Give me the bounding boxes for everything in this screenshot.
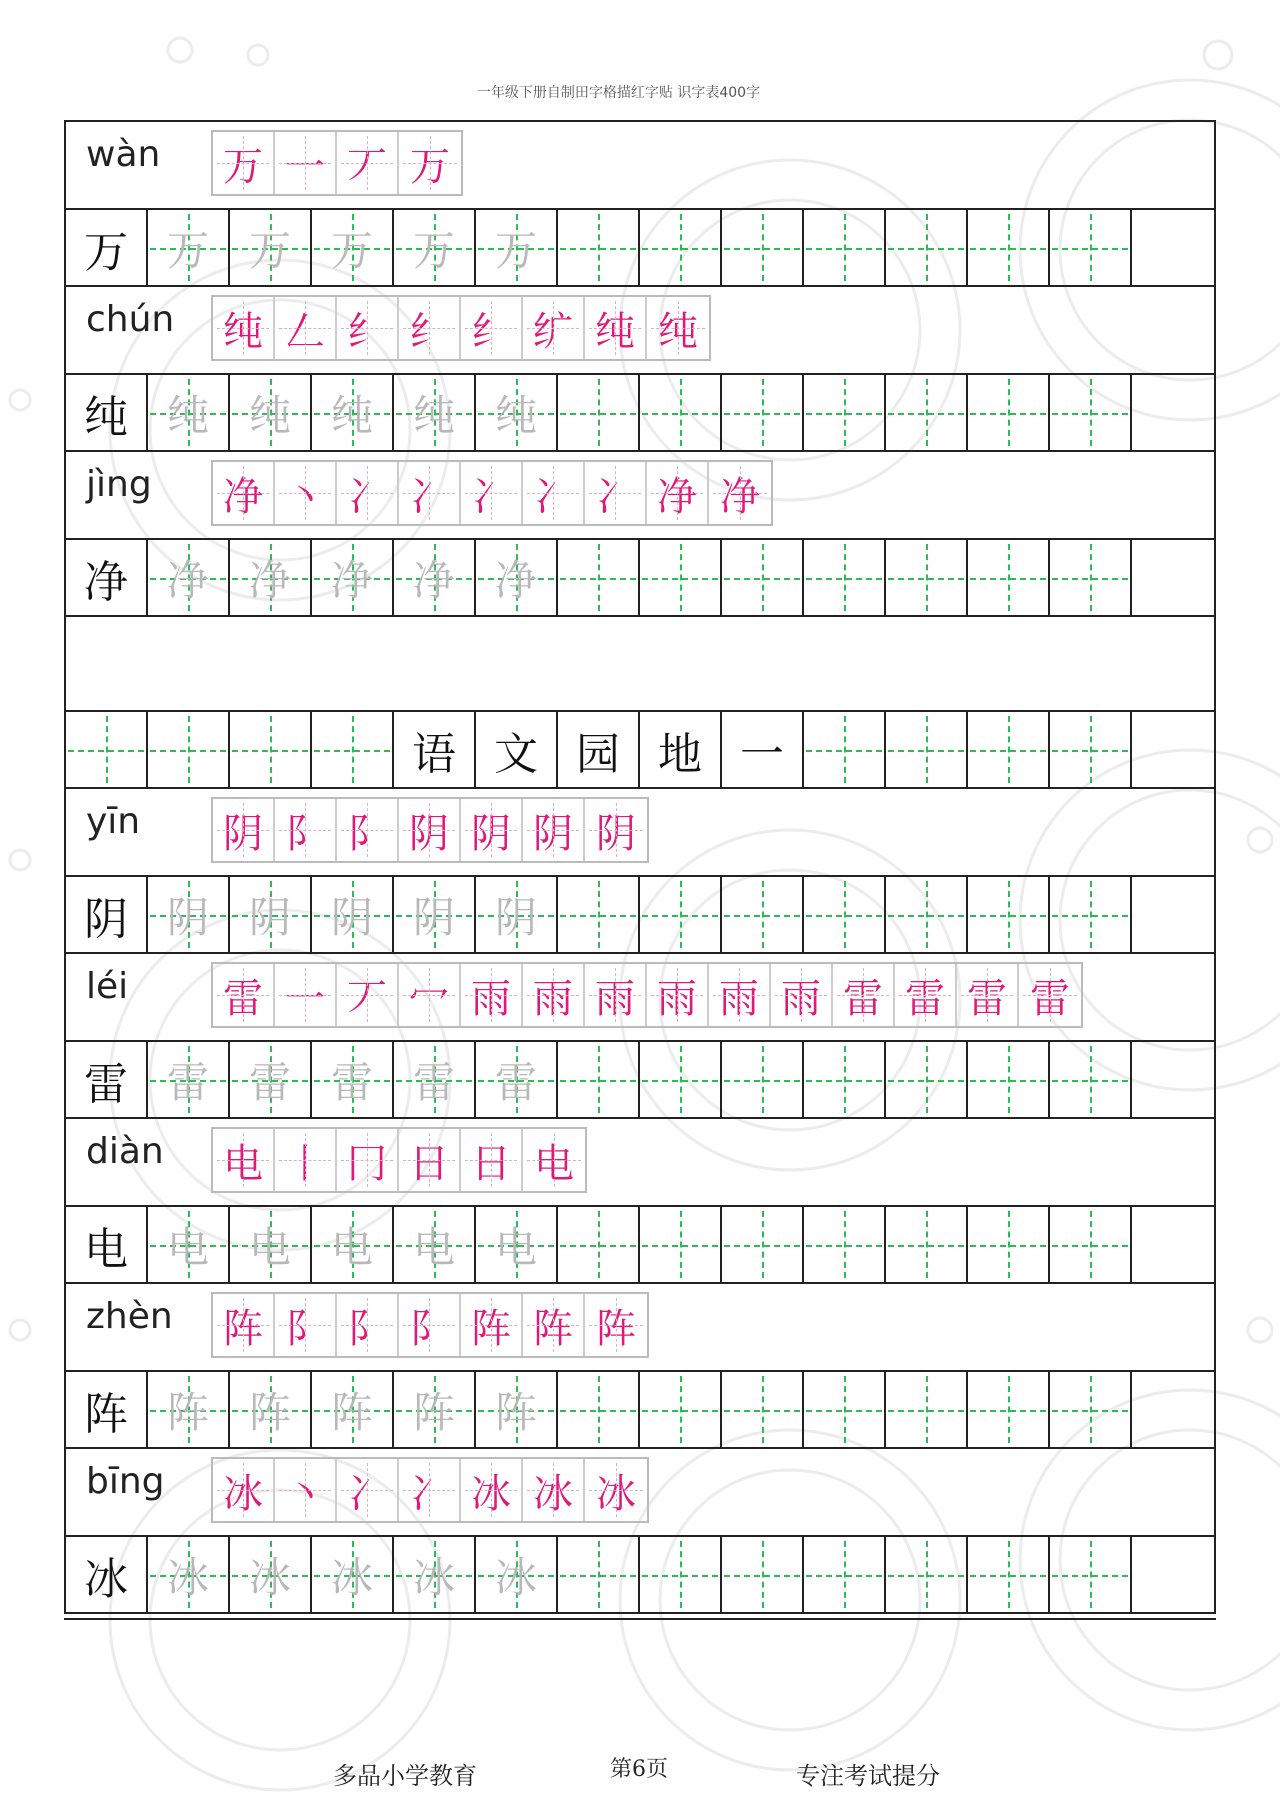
practice-cell[interactable]: [476, 1537, 558, 1612]
model-character: [66, 375, 148, 450]
trace-character: 阴: [412, 892, 455, 942]
practice-cell[interactable]: [394, 1042, 476, 1117]
model-character-text: 雷: [84, 1058, 128, 1110]
practice-cell[interactable]: [1132, 712, 1214, 787]
stroke-step: 阴: [399, 799, 461, 861]
model-character-text: 净: [84, 556, 128, 608]
practice-cell[interactable]: [804, 1042, 886, 1117]
trace-character: 电: [330, 1222, 373, 1272]
practice-cell[interactable]: [640, 1207, 722, 1282]
practice-cell[interactable]: [968, 877, 1050, 952]
practice-cell[interactable]: [394, 375, 476, 450]
stroke-step: 纟: [337, 297, 399, 359]
trace-character: 净: [166, 555, 209, 605]
practice-cell[interactable]: [1132, 210, 1214, 285]
stroke-step: 阵: [585, 1294, 647, 1356]
practice-cell[interactable]: [968, 540, 1050, 615]
stroke-step: 纯: [213, 297, 275, 359]
practice-cell[interactable]: [476, 877, 558, 952]
stroke-step: 日: [461, 1129, 523, 1191]
trace-character: 阴: [166, 892, 209, 942]
trace-character: 净: [494, 555, 537, 605]
model-character: [66, 1207, 148, 1282]
practice-cell[interactable]: [640, 1042, 722, 1117]
practice-row: [66, 375, 1214, 452]
practice-cell[interactable]: [1132, 1537, 1214, 1612]
practice-cell[interactable]: [804, 1207, 886, 1282]
trace-character: 万: [166, 225, 209, 275]
practice-cell[interactable]: [1050, 877, 1132, 952]
stroke-step: 一: [275, 132, 337, 194]
stroke-order-strip: [211, 460, 773, 526]
pinyin-label: léi: [86, 966, 129, 1007]
model-character: [66, 877, 148, 952]
stroke-step: 雷: [895, 964, 957, 1026]
page-number: 第6页: [610, 1757, 668, 1782]
trace-character: 冰: [330, 1552, 373, 1602]
practice-cell[interactable]: [476, 540, 558, 615]
practice-cell[interactable]: [558, 1207, 640, 1282]
stroke-step: 阝: [337, 799, 399, 861]
practice-cell[interactable]: [148, 375, 230, 450]
trace-character: 雷: [494, 1057, 537, 1107]
stroke-order-strip: [211, 130, 463, 196]
stroke-step: 冰: [213, 1459, 275, 1521]
pinyin-label: wàn: [86, 134, 161, 175]
practice-cell[interactable]: [640, 1372, 722, 1447]
section-title-char: 文: [494, 728, 538, 780]
trace-character: 净: [412, 555, 455, 605]
section-title-cell: [640, 712, 722, 787]
footer-brand: 多品小学教育: [333, 1762, 477, 1790]
practice-cell[interactable]: [722, 1207, 804, 1282]
practice-cell[interactable]: [722, 1042, 804, 1117]
practice-cell[interactable]: [558, 877, 640, 952]
section-title-cell: [476, 712, 558, 787]
practice-cell[interactable]: [312, 210, 394, 285]
practice-cell[interactable]: [148, 877, 230, 952]
stroke-step: 阝: [399, 1294, 461, 1356]
practice-cell[interactable]: [230, 1537, 312, 1612]
model-character: [66, 210, 148, 285]
trace-character: 电: [412, 1222, 455, 1272]
practice-cell[interactable]: [804, 375, 886, 450]
model-character: [66, 1372, 148, 1447]
trace-character: 纯: [412, 390, 455, 440]
stroke-step: 纩: [523, 297, 585, 359]
stroke-step: 阴: [213, 799, 275, 861]
stroke-step: 阴: [585, 799, 647, 861]
practice-cell[interactable]: [394, 1372, 476, 1447]
practice-cell[interactable]: [640, 1537, 722, 1612]
trace-character: 纯: [494, 390, 537, 440]
stroke-step: 阝: [337, 1294, 399, 1356]
practice-row: [66, 1372, 1214, 1449]
pinyin-row: [66, 287, 1214, 375]
practice-cell[interactable]: [886, 1207, 968, 1282]
trace-character: 雷: [330, 1057, 373, 1107]
practice-row: [66, 1207, 1214, 1284]
stroke-step: 冰: [585, 1459, 647, 1521]
stroke-order-strip: [211, 1457, 649, 1523]
practice-cell[interactable]: [148, 1537, 230, 1612]
stroke-step: 雷: [833, 964, 895, 1026]
bottom-border: [64, 1618, 1216, 1620]
practice-cell[interactable]: [1050, 375, 1132, 450]
practice-cell[interactable]: [886, 540, 968, 615]
stroke-step: 日: [399, 1129, 461, 1191]
trace-character: 阴: [248, 892, 291, 942]
practice-cell[interactable]: [640, 877, 722, 952]
stroke-step: 冫: [461, 462, 523, 524]
stroke-step: 冫: [523, 462, 585, 524]
model-character-text: 纯: [84, 391, 128, 443]
practice-cell[interactable]: [640, 210, 722, 285]
stroke-step: 雷: [213, 964, 275, 1026]
trace-character: 电: [166, 1222, 209, 1272]
practice-cell[interactable]: [394, 1537, 476, 1612]
practice-cell[interactable]: [230, 712, 312, 787]
trace-character: 纯: [248, 390, 291, 440]
practice-cell[interactable]: [1050, 210, 1132, 285]
stroke-step: 阴: [461, 799, 523, 861]
trace-character: 阵: [166, 1387, 209, 1437]
practice-cell[interactable]: [312, 1207, 394, 1282]
stroke-step: 丶: [275, 1459, 337, 1521]
practice-cell[interactable]: [722, 540, 804, 615]
practice-cell[interactable]: [968, 1042, 1050, 1117]
model-character: [66, 1537, 148, 1612]
stroke-step: 雷: [1019, 964, 1081, 1026]
trace-character: 冰: [412, 1552, 455, 1602]
practice-cell[interactable]: [804, 210, 886, 285]
trace-character: 纯: [330, 390, 373, 440]
trace-character: 雷: [166, 1057, 209, 1107]
practice-cell[interactable]: [148, 1042, 230, 1117]
stroke-step: 阵: [523, 1294, 585, 1356]
stroke-step: 雨: [647, 964, 709, 1026]
section-title-char: 园: [576, 728, 620, 780]
stroke-step: 冫: [399, 462, 461, 524]
practice-cell[interactable]: [394, 1207, 476, 1282]
stroke-step: 阝: [275, 1294, 337, 1356]
practice-cell[interactable]: [394, 210, 476, 285]
practice-cell[interactable]: [886, 210, 968, 285]
practice-cell[interactable]: [230, 1042, 312, 1117]
model-character-text: 阵: [84, 1388, 128, 1440]
pinyin-row: [66, 789, 1214, 877]
practice-cell[interactable]: [476, 1207, 558, 1282]
practice-cell[interactable]: [66, 712, 148, 787]
practice-cell[interactable]: [394, 877, 476, 952]
practice-cell[interactable]: [312, 1042, 394, 1117]
stroke-step: 丶: [275, 462, 337, 524]
practice-cell[interactable]: [886, 877, 968, 952]
trace-character: 电: [248, 1222, 291, 1272]
stroke-step: 丆: [337, 132, 399, 194]
trace-character: 冰: [248, 1552, 291, 1602]
worksheet-grid: [64, 120, 1216, 1614]
practice-cell[interactable]: [804, 712, 886, 787]
stroke-step: 冫: [399, 1459, 461, 1521]
trace-character: 纯: [166, 390, 209, 440]
stroke-order-strip: [211, 1127, 587, 1193]
practice-cell[interactable]: [722, 210, 804, 285]
stroke-step: 净: [213, 462, 275, 524]
pinyin-row: [66, 1284, 1214, 1372]
model-character-text: 万: [84, 226, 128, 278]
stroke-step: 万: [399, 132, 461, 194]
stroke-step: 万: [213, 132, 275, 194]
section-title-cell: [558, 712, 640, 787]
pinyin-row: [66, 452, 1214, 540]
model-character: [66, 1042, 148, 1117]
practice-cell[interactable]: [230, 877, 312, 952]
section-title-cell: [722, 712, 804, 787]
practice-cell[interactable]: [148, 712, 230, 787]
stroke-step: 纟: [461, 297, 523, 359]
practice-row: [66, 1042, 1214, 1119]
practice-cell[interactable]: [558, 210, 640, 285]
trace-character: 万: [248, 225, 291, 275]
stroke-step: 阝: [275, 799, 337, 861]
pinyin-row: [66, 122, 1214, 210]
practice-cell[interactable]: [148, 1372, 230, 1447]
trace-character: 电: [494, 1222, 537, 1272]
stroke-step: 雨: [709, 964, 771, 1026]
practice-cell[interactable]: [476, 1372, 558, 1447]
practice-cell[interactable]: [886, 712, 968, 787]
model-character-text: 冰: [84, 1553, 128, 1605]
worksheet: [64, 120, 1216, 1620]
practice-cell[interactable]: [1050, 1372, 1132, 1447]
stroke-step: 纯: [647, 297, 709, 359]
practice-cell[interactable]: [558, 540, 640, 615]
practice-cell[interactable]: [558, 1042, 640, 1117]
model-character-text: 阴: [84, 893, 128, 945]
practice-cell[interactable]: [640, 540, 722, 615]
pinyin-row: [66, 1449, 1214, 1537]
stroke-step: 雨: [585, 964, 647, 1026]
stroke-step: 纟: [399, 297, 461, 359]
stroke-order-strip: [211, 1292, 649, 1358]
pinyin-label: jìng: [86, 464, 152, 505]
practice-cell[interactable]: [1132, 1372, 1214, 1447]
section-title-char: 语: [412, 728, 456, 780]
stroke-step: 冫: [585, 462, 647, 524]
practice-cell[interactable]: [230, 375, 312, 450]
trace-character: 雷: [412, 1057, 455, 1107]
practice-row: [66, 540, 1214, 617]
section-title-char: 一: [740, 728, 784, 780]
trace-character: 阴: [494, 892, 537, 942]
practice-cell[interactable]: [1050, 1537, 1132, 1612]
trace-character: 雷: [248, 1057, 291, 1107]
practice-cell[interactable]: [1132, 1207, 1214, 1282]
stroke-step: 雷: [957, 964, 1019, 1026]
practice-cell[interactable]: [804, 1372, 886, 1447]
practice-cell[interactable]: [230, 210, 312, 285]
practice-cell[interactable]: [1050, 712, 1132, 787]
practice-cell[interactable]: [968, 375, 1050, 450]
practice-cell[interactable]: [722, 877, 804, 952]
practice-cell[interactable]: [558, 1372, 640, 1447]
practice-cell[interactable]: [312, 1372, 394, 1447]
pinyin-label: zhèn: [86, 1296, 173, 1337]
practice-cell[interactable]: [1050, 1042, 1132, 1117]
trace-character: 冰: [166, 1552, 209, 1602]
practice-cell[interactable]: [640, 375, 722, 450]
practice-cell[interactable]: [722, 1372, 804, 1447]
pinyin-label: yīn: [86, 801, 141, 842]
practice-cell[interactable]: [1132, 540, 1214, 615]
practice-cell[interactable]: [230, 540, 312, 615]
practice-cell[interactable]: [476, 1042, 558, 1117]
pinyin-label: chún: [86, 299, 175, 340]
trace-character: 万: [494, 225, 537, 275]
pinyin-row: [66, 1119, 1214, 1207]
practice-cell[interactable]: [394, 540, 476, 615]
trace-character: 万: [412, 225, 455, 275]
trace-character: 万: [330, 225, 373, 275]
stroke-step: 阴: [523, 799, 585, 861]
practice-cell[interactable]: [1050, 1207, 1132, 1282]
practice-cell[interactable]: [722, 1537, 804, 1612]
stroke-order-strip: [211, 295, 711, 361]
practice-cell[interactable]: [312, 1537, 394, 1612]
stroke-step: 阵: [461, 1294, 523, 1356]
trace-character: 阵: [494, 1387, 537, 1437]
practice-row: [66, 1537, 1214, 1614]
practice-cell[interactable]: [1132, 375, 1214, 450]
page-header-title: 一年级下册自制田字格描红字贴 识字表400字: [476, 85, 761, 101]
trace-character: 冰: [494, 1552, 537, 1602]
footer-slogan: 专注考试提分: [796, 1762, 940, 1790]
practice-cell[interactable]: [804, 877, 886, 952]
practice-cell[interactable]: [886, 1042, 968, 1117]
practice-cell[interactable]: [312, 877, 394, 952]
stroke-step: 阵: [213, 1294, 275, 1356]
practice-cell[interactable]: [968, 210, 1050, 285]
stroke-step: 丆: [337, 964, 399, 1026]
practice-cell[interactable]: [312, 375, 394, 450]
stroke-order-strip: [211, 797, 649, 863]
practice-cell[interactable]: [968, 712, 1050, 787]
practice-cell[interactable]: [722, 375, 804, 450]
stroke-step: 净: [647, 462, 709, 524]
practice-cell[interactable]: [476, 375, 558, 450]
practice-cell[interactable]: [148, 1207, 230, 1282]
practice-cell[interactable]: [230, 1207, 312, 1282]
pinyin-label: diàn: [86, 1131, 164, 1172]
stroke-step: 纯: [585, 297, 647, 359]
stroke-step: 电: [523, 1129, 585, 1191]
practice-cell[interactable]: [968, 1207, 1050, 1282]
stroke-step: 冖: [399, 964, 461, 1026]
pinyin-row: [66, 954, 1214, 1042]
practice-cell[interactable]: [312, 540, 394, 615]
trace-character: 净: [330, 555, 373, 605]
trace-character: 阵: [412, 1387, 455, 1437]
trace-character: 阴: [330, 892, 373, 942]
section-title-row: [66, 712, 1214, 789]
stroke-step: 𠃋: [275, 297, 337, 359]
pinyin-label: bīng: [86, 1461, 165, 1502]
practice-cell[interactable]: [148, 540, 230, 615]
practice-cell[interactable]: [148, 210, 230, 285]
practice-cell[interactable]: [1132, 1042, 1214, 1117]
section-title-char: 地: [658, 728, 702, 780]
blank-row: [66, 617, 1214, 712]
stroke-step: 一: [275, 964, 337, 1026]
stroke-order-strip: [211, 962, 1083, 1028]
section-title-cell: [394, 712, 476, 787]
practice-cell[interactable]: [886, 375, 968, 450]
practice-cell[interactable]: [968, 1537, 1050, 1612]
model-character: [66, 540, 148, 615]
practice-cell[interactable]: [558, 375, 640, 450]
practice-cell[interactable]: [886, 1537, 968, 1612]
practice-cell[interactable]: [968, 1372, 1050, 1447]
stroke-step: 雨: [461, 964, 523, 1026]
practice-row: [66, 210, 1214, 287]
practice-cell[interactable]: [558, 1537, 640, 1612]
practice-cell[interactable]: [804, 540, 886, 615]
stroke-step: 雨: [771, 964, 833, 1026]
stroke-step: 冰: [523, 1459, 585, 1521]
practice-cell[interactable]: [886, 1372, 968, 1447]
practice-cell[interactable]: [312, 712, 394, 787]
stroke-step: 电: [213, 1129, 275, 1191]
practice-cell[interactable]: [1050, 540, 1132, 615]
practice-row: [66, 877, 1214, 954]
model-character-text: 电: [84, 1223, 128, 1275]
stroke-step: 冫: [337, 1459, 399, 1521]
stroke-step: 净: [709, 462, 771, 524]
stroke-step: 冫: [337, 462, 399, 524]
stroke-step: 雨: [523, 964, 585, 1026]
practice-cell[interactable]: [230, 1372, 312, 1447]
trace-character: 阵: [248, 1387, 291, 1437]
practice-cell[interactable]: [1132, 877, 1214, 952]
stroke-step: 冰: [461, 1459, 523, 1521]
trace-character: 净: [248, 555, 291, 605]
practice-cell[interactable]: [476, 210, 558, 285]
stroke-step: 丨: [275, 1129, 337, 1191]
practice-cell[interactable]: [804, 1537, 886, 1612]
trace-character: 阵: [330, 1387, 373, 1437]
stroke-step: 冂: [337, 1129, 399, 1191]
